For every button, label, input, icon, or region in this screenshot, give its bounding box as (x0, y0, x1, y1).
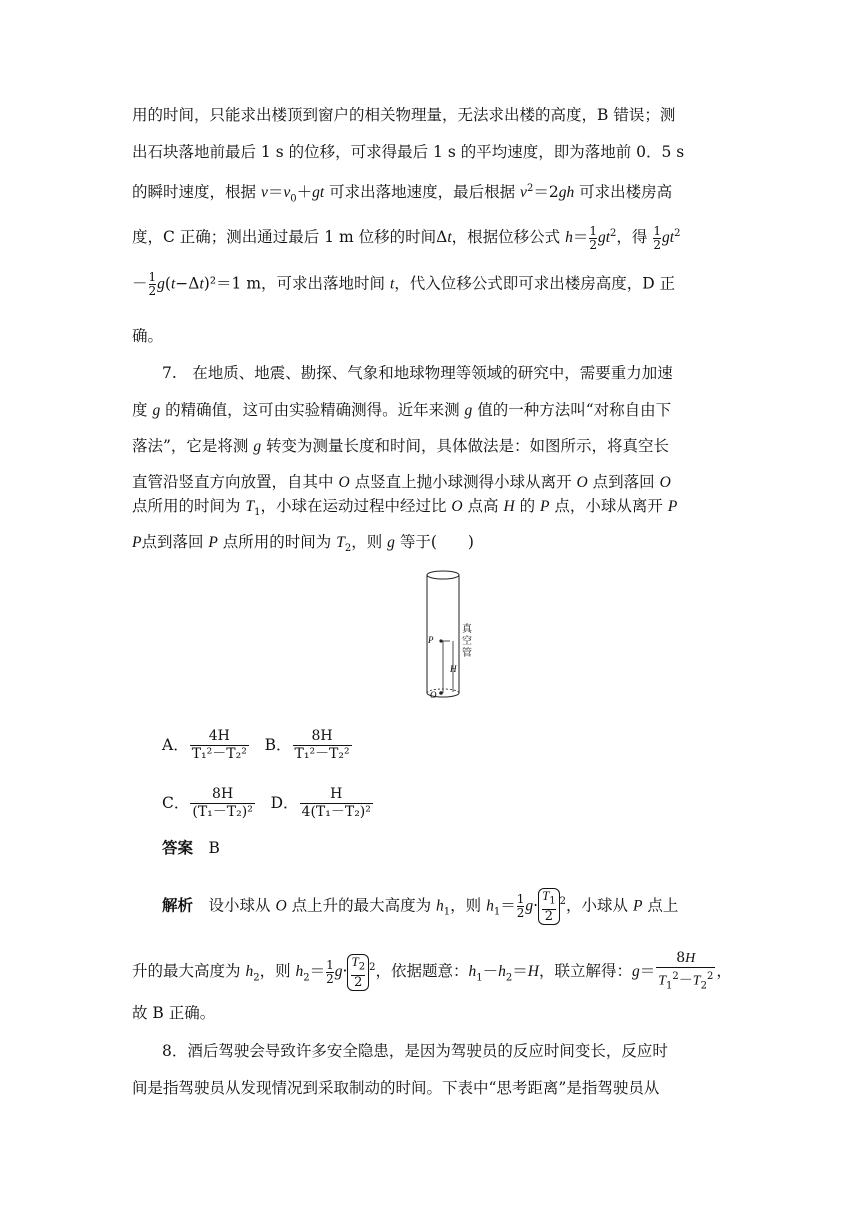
text-line: 间是指驾驶员从发现情况到采取制动的时间。下表中“思考距离”是指驾驶员从 (132, 1079, 660, 1097)
text-line: P点到落回 P 点所用的时间为 $T_2$，则 g 等于( ) (132, 533, 474, 555)
vacuum-tube-figure (415, 565, 485, 705)
option-D[interactable]: D． $\frac{H}{\text{4(T₁－T₂)²}}$ (270, 786, 371, 820)
text-line: 的瞬时速度，根据 $v=v_0+gt$ 可求出落地速度，最后根据 $v^2=2gh$ 可求出楼房高 (132, 183, 673, 205)
text-line: 确。 (132, 327, 164, 345)
analysis-line: 升的最大高度为 $h_2$，则 $h_2=$ $\frac{1}{2}$ g· $\frac{T_2}{2}$ $^2$，依据题意：$h_1-h_2=H$，联立解得：g＝ $\frac{8H}{T_1^2-T_2^2}$ ， (132, 950, 732, 992)
text-line: 故 B 正确。 (132, 1004, 216, 1022)
tube-label: 真空管 (462, 624, 472, 659)
options-row-2 (162, 786, 760, 821)
analysis-line: 解析 设小球从 O 点上升的最大高度为 $h_1$，则 $h_1=$ $\frac{1}{2}$ g· $\frac{T_1}{2}$ $^2$，小球从 P 点上 (162, 888, 679, 924)
label-P: P (428, 635, 434, 645)
label-H: H (450, 664, 457, 674)
text-line: 度，C 正确；测出通过最后 1 m 位移的时间Δt，根据位移公式 h＝ $\frac{1}{2}$ $gt^2$，得 $\frac{1}{2}$ $gt^2$ (132, 223, 681, 252)
option-B[interactable]: B． $\frac{8H}{\text{T₁²－T₂²}}$ (264, 728, 350, 762)
text-line: 度 g 的精确值，这可由实验精确测得。近年来测 g 值的一种方法叫“对称自由下 (132, 401, 672, 419)
text-line: 直管沿竖直方向放置，自其中 O 点竖直上抛小球测得小球从离开 O 点到落回 O (132, 473, 671, 491)
text-line: － $\frac{1}{2}$ g(t−Δt)²＝1 m，可求出落地时间 t，代入位移公式即可求出楼房高度，D 正 (132, 270, 676, 298)
question-7-stem: 7. 在地质、地震、勘探、气象和地球物理等领域的研究中，需要重力加速 (162, 364, 673, 382)
options-row-1 (162, 728, 760, 763)
text-line: 落法”，它是将测 g 转变为测量长度和时间，具体做法是：如图所示，将真空长 (132, 437, 670, 455)
text-line: 出石块落地前最后 1 s 的位移，可求得最后 1 s 的平均速度，即为落地前 0．5 s (132, 143, 685, 161)
option-C[interactable]: C． $\frac{8H}{\text{(T₁－T₂)²}}$ (162, 786, 253, 820)
question-8-stem: 8．酒后驾驶会导致许多安全隐患，是因为驾驶员的反应时间变长，反应时 (162, 1042, 668, 1060)
text-line: 用的时间，只能求出楼顶到窗户的相关物理量，无法求出楼的高度，B 错误；测 (132, 106, 676, 124)
text-line: 点所用的时间为 $T_1$，小球在运动过程中经过比 O 点高 H 的 P 点，小球从离开 P (132, 497, 678, 519)
answer: 答案 B (162, 838, 220, 857)
label-O: O (430, 690, 437, 700)
option-A[interactable]: A． $\frac{4H}{\text{T₁²－T₂²}}$ (162, 728, 247, 762)
